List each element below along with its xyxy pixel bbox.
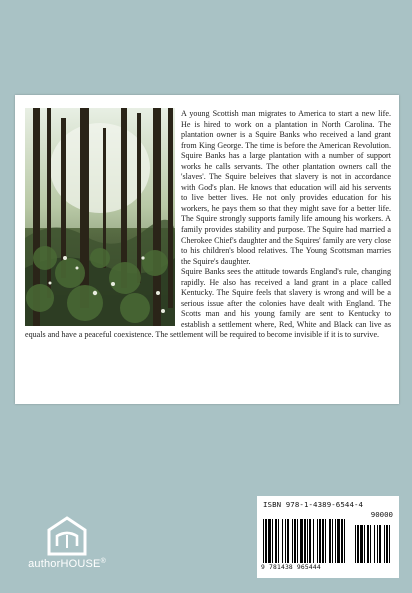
publisher-name: [22, 558, 112, 570]
back-cover-panel: [15, 95, 399, 404]
publisher-logo: [22, 516, 112, 576]
blurb-paragraph-2: Squire Banks sees the attitude towards England's rule, changing rapidly. He also has received a land grant in a place called Kentucky. The Squire feels that slavery is wrong and will be a serious issue after the colonies have dealt with England. The Scotts man and his young family are sent to Kentucky to establish a settlement where, Red, White and Black can live as equals and have a peaceful coexistence. The settlement will be required to become invisible if it is to survive.: [25, 267, 391, 340]
isbn-label: ISBN 978-1-4389-6544-4: [263, 500, 364, 509]
back-cover-blurb: [25, 109, 391, 341]
trademark-symbol: ®: [100, 558, 106, 565]
barcode-bars: [263, 519, 393, 563]
publisher-name-text: authorHOUSE: [28, 558, 101, 570]
price-code: 90000: [370, 510, 393, 519]
barcode-number: 9 781438 965444: [261, 564, 321, 571]
isbn-barcode: [257, 496, 399, 578]
house-book-icon: [46, 516, 88, 556]
blurb-paragraph-1: A young Scottish man migrates to America to start a new life. He is hired to work on a plantation in North Carolina. The plantation owner is a Squire Banks who received a land grant from King George. The time is before the American Revolution. Squire Banks has a large plantation with a number of support works he calls servants. The other plantation owners call the 'slaves'. The Squire beleives that slavery is not in accordance with God's plan. He knows that education will aid his servents to live better lives. He not only provides education for his workers, he pays them so that they might save for a better life. The Squire strongly supports family life amoung his workers. A family provides stability and purpose. The Squire had married a Cherokee Chief's daughter and the Squires' family are very close to his children's blood relatives. The Young Scottsman marries the Squire's daughter.: [181, 109, 391, 266]
photo-wrap-spacer: [25, 109, 181, 324]
